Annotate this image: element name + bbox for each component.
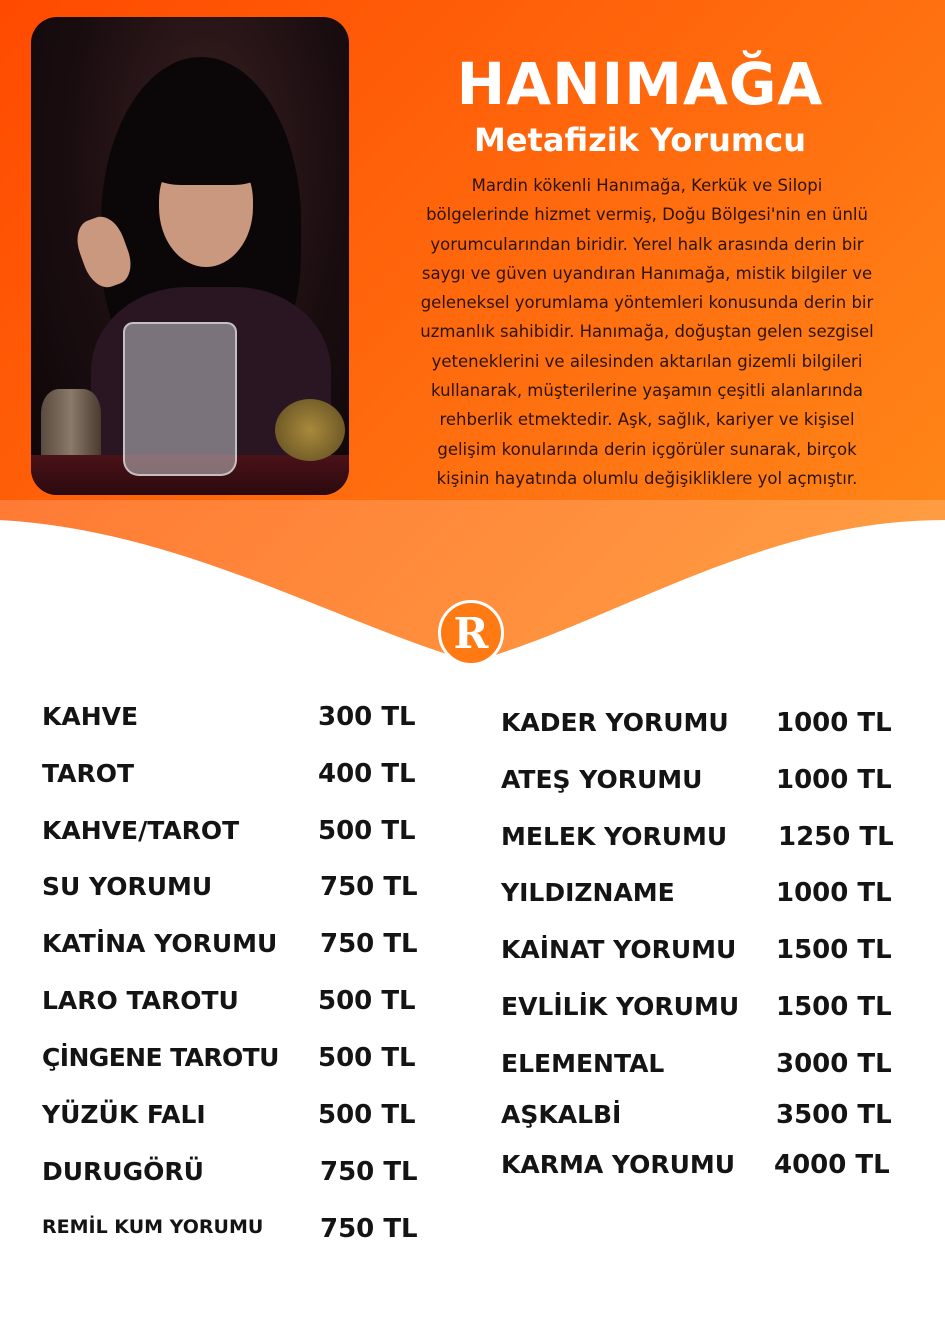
- service-name: SU YORUMU: [42, 872, 213, 901]
- portrait-photo: [31, 17, 349, 495]
- brand-logo: [438, 600, 504, 666]
- bio-line: kişinin hayatında olumlu değişikliklere yol açmıştır.: [436, 468, 858, 488]
- service-price: 300 TL: [318, 702, 416, 732]
- bio-line: gelişim konularında derin içgörüler sunarak, birçok: [437, 439, 857, 459]
- service-name: REMİL KUM YORUMU: [42, 1216, 264, 1238]
- bio-line: geleneksel yorumlama yöntemleri konusunda derin bir: [420, 293, 874, 313]
- service-price: 750 TL: [320, 1157, 418, 1187]
- service-price: 1500 TL: [776, 935, 892, 965]
- service-price: 3500 TL: [776, 1100, 892, 1130]
- service-name: KAİNAT YORUMU: [501, 935, 737, 964]
- service-name: KADER YORUMU: [501, 708, 729, 737]
- service-name: KATİNA YORUMU: [42, 929, 278, 958]
- bio-line: Mardin kökenli Hanımağa, Kerkük ve Silopi: [471, 176, 823, 195]
- logo-letter: R: [453, 608, 489, 658]
- service-name: DURUGÖRÜ: [42, 1157, 204, 1186]
- service-price: 750 TL: [320, 872, 418, 902]
- service-name: LARO TAROTU: [42, 986, 239, 1015]
- bio-line: uzmanlık sahibidir. Hanımağa, doğuştan gelen sezgisel: [420, 322, 874, 342]
- service-price: 4000 TL: [774, 1150, 890, 1180]
- bio-line: saygı ve güven uyandıran Hanımağa, mistik bilgiler ve: [421, 263, 873, 283]
- page-subtitle: Metafizik Yorumcu: [473, 121, 807, 159]
- service-price: 400 TL: [318, 759, 416, 789]
- bio-text: [372, 171, 922, 493]
- service-name: YILDIZNAME: [501, 878, 675, 907]
- service-name: AŞKALBİ: [501, 1100, 622, 1129]
- bio-line: kullanarak, müşterilerine yaşamın çeşitli alanlarında: [431, 381, 863, 401]
- service-price: 500 TL: [318, 1100, 416, 1130]
- service-price: 1000 TL: [776, 708, 892, 738]
- bio-line: rehberlik etmektedir. Aşk, sağlık, kariyer ve kişisel: [439, 410, 855, 430]
- portrait-bangs: [143, 115, 271, 185]
- service-price: 750 TL: [320, 929, 418, 959]
- service-name: KARMA YORUMU: [501, 1150, 736, 1179]
- service-price: 750 TL: [320, 1214, 418, 1244]
- service-price: 500 TL: [318, 816, 416, 846]
- service-name: TAROT: [42, 759, 135, 788]
- service-price: 1250 TL: [778, 822, 894, 852]
- service-name: ATEŞ YORUMU: [501, 765, 703, 794]
- service-name: ELEMENTAL: [501, 1049, 665, 1078]
- service-name: MELEK YORUMU: [501, 822, 728, 851]
- page-title: HANIMAĞA: [456, 50, 824, 118]
- service-name: KAHVE/TAROT: [42, 816, 240, 845]
- service-price: 500 TL: [318, 986, 416, 1016]
- service-price: 1000 TL: [776, 878, 892, 908]
- service-name: YÜZÜK FALI: [42, 1100, 206, 1129]
- bio-line: bölgelerinde hizmet vermiş, Doğu Bölgesi'nin en ünlü: [426, 205, 868, 225]
- service-price: 1500 TL: [776, 992, 892, 1022]
- bio-line: yorumcularından biridir. Yerel halk arasında derin bir: [430, 234, 864, 254]
- service-price: 1000 TL: [776, 765, 892, 795]
- service-price: 3000 TL: [776, 1049, 892, 1079]
- service-price: 500 TL: [318, 1043, 416, 1073]
- bio-line: yeteneklerini ve ailesinden aktarılan gizemli bilgileri: [431, 351, 863, 371]
- service-name: EVLİLİK YORUMU: [501, 992, 740, 1021]
- portrait-bowl: [275, 399, 345, 461]
- service-name: ÇİNGENE TAROTU: [42, 1043, 279, 1072]
- portrait-water-jar: [123, 322, 237, 476]
- service-name: KAHVE: [42, 702, 139, 731]
